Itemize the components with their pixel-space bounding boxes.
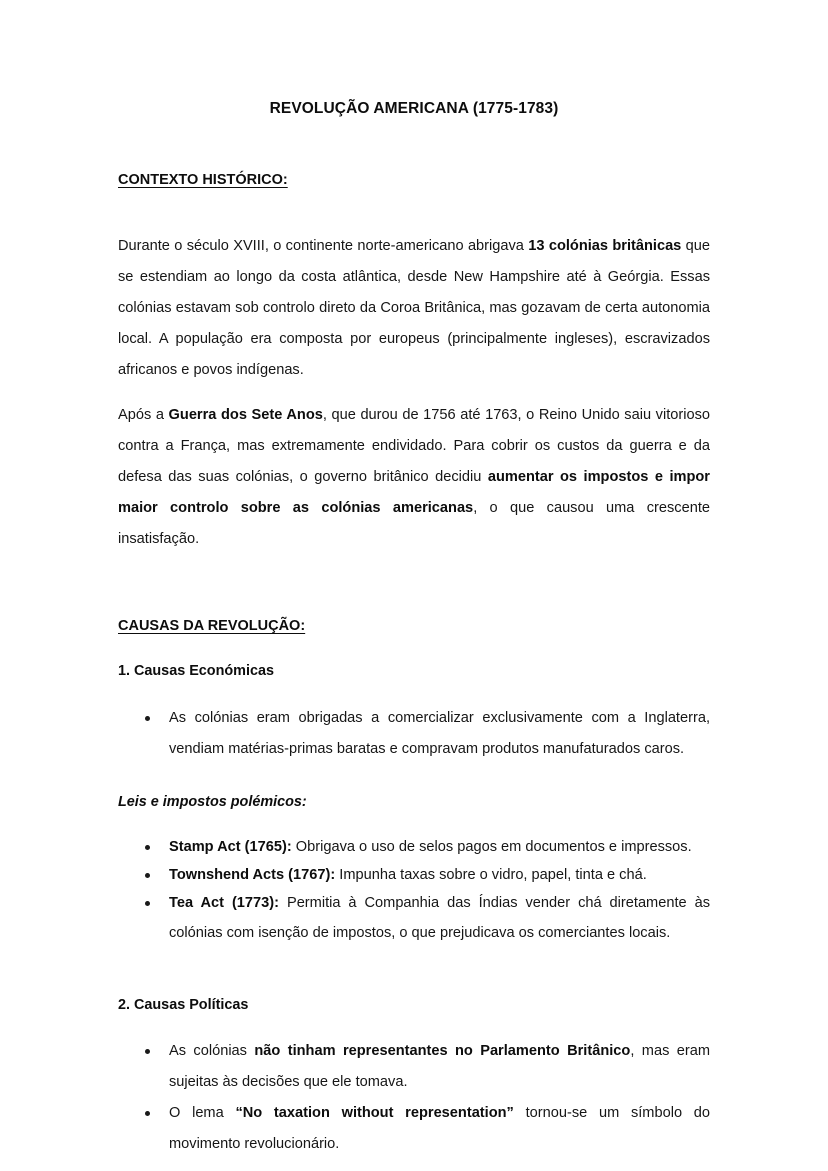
paragraph-contexto-2-text-b: , que durou de 1756 até 1763, o Reino Unido saiu vitorioso contra a França, mas extremamente endividado. Para cobrir os custos da guerra e da defesa das suas colónias, o governo britânico decidiu: [118, 407, 710, 486]
paragraph-contexto-1: [118, 231, 710, 386]
list-item-text-a: As colónias: [169, 1043, 255, 1060]
list-item-text: Permitia à Companhia das Índias vender chá diretamente às colónias com isenção de impostos, o que prejudicava os comerciantes locais.: [169, 894, 710, 941]
list-item: [118, 1098, 710, 1160]
subheading-causas-economicas: 1. Causas Económicas: [118, 663, 274, 680]
paragraph-contexto-1-text-b: que se estendiam ao longo da costa atlântica, desde New Hampshire até à Geórgia. Essas colónias estavam sob controlo direto da Coroa Britânica, mas gozavam de certa autonomia local. A população era composta por europeus (principalmente ingleses), escravizados africanos e povos indígenas.: [118, 238, 710, 379]
list-item-text-b: , mas eram sujeitas às decisões que ele tomava.: [169, 1043, 711, 1091]
list-item-bold: Townshend Acts (1767):: [169, 866, 336, 883]
list-item: [118, 1036, 710, 1098]
paragraph-contexto-2-bold-b: aumentar os impostos e impor maior controlo sobre as colónias americanas: [118, 469, 710, 517]
paragraph-contexto-2-text-a: Após a: [118, 407, 169, 424]
list-item-text: Impunha taxas sobre o vidro, papel, tinta e chá.: [335, 866, 647, 883]
paragraph-contexto-2-text-c: , o que causou uma crescente insatisfação.: [118, 500, 710, 548]
paragraph-contexto-1-text-a: Durante o século XVIII, o continente norte-americano abrigava: [118, 238, 529, 255]
list-causas-politicas: [118, 1036, 710, 1160]
list-item: [118, 832, 710, 862]
subheading-causas-politicas: 2. Causas Políticas: [118, 996, 249, 1013]
list-item-bold-a: “No taxation without representation”: [235, 1105, 514, 1122]
list-item-bold-a: não tinham representantes no Parlamento Britânico: [254, 1043, 631, 1060]
list-leis-impostos: [118, 832, 710, 948]
paragraph-contexto-2-bold-a: Guerra dos Sete Anos: [168, 407, 323, 424]
subheading-leis-impostos-polemicos: Leis e impostos polémicos:: [118, 794, 307, 810]
paragraph-contexto-2: [118, 400, 710, 555]
section-heading-causas-da-revolucao: CAUSAS DA REVOLUÇÃO:: [118, 618, 306, 635]
list-item-bold: Tea Act (1773):: [169, 894, 279, 911]
list-item-text-a: O lema: [169, 1105, 236, 1122]
list-item: [118, 888, 710, 948]
page-title: REVOLUÇÃO AMERICANA (1775-1783): [269, 100, 559, 117]
list-causas-economicas: [118, 703, 710, 765]
section-heading-contexto-historico: CONTEXTO HISTÓRICO:: [118, 171, 288, 188]
list-item: [118, 860, 710, 890]
list-item-bold: Stamp Act (1765):: [169, 838, 292, 855]
paragraph-contexto-1-bold-a: 13 colónias britânicas: [528, 238, 682, 255]
list-item-text: Obrigava o uso de selos pagos em documentos e impressos.: [291, 838, 692, 855]
list-item: As colónias eram obrigadas a comercializar exclusivamente com a Inglaterra, vendiam matérias-primas baratas e compravam produtos manufaturados caros.: [118, 703, 710, 765]
list-item-text-b: tornou-se um símbolo do movimento revolucionário.: [169, 1105, 711, 1153]
